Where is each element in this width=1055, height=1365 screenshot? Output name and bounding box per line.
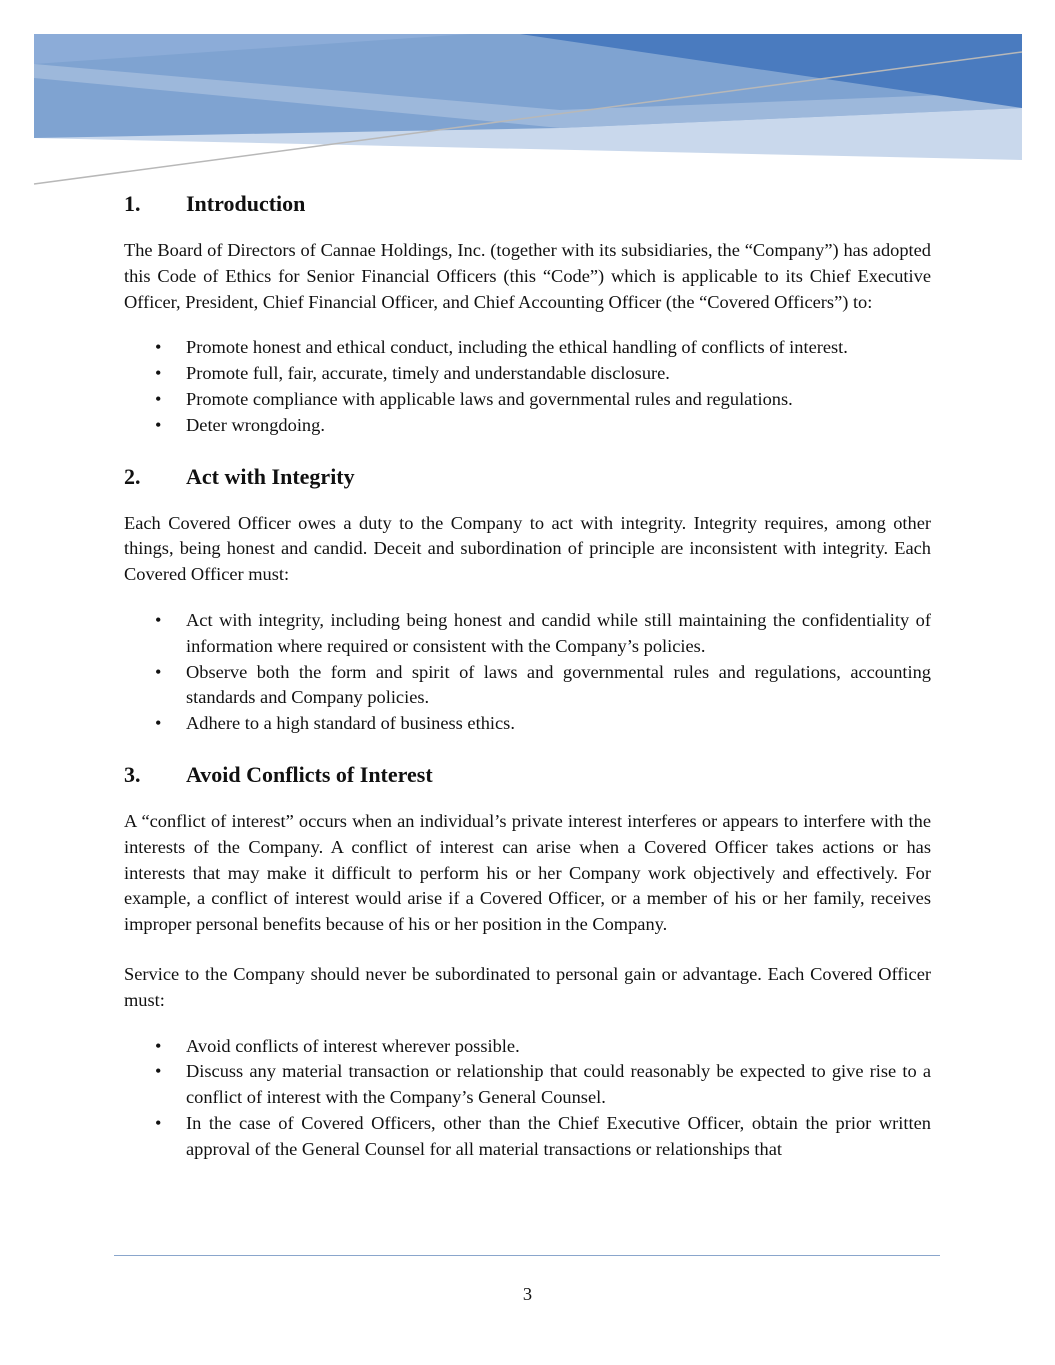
list-item: • Deter wrongdoing. [124,413,931,439]
section-number: 2. [124,463,141,489]
section-number: 3. [124,761,141,787]
integrity-paragraph: Each Covered Officer owes a duty to the Company to act with integrity. Integrity requires, among other things, being honest and candid. Deceit and subordination of principle are inconsistent with integrity. Each Covered Officer must: [124,512,931,585]
bullet-icon: • [155,414,162,435]
section-title: Introduction [186,191,306,216]
section-title: Avoid Conflicts of Interest [186,761,433,787]
list-item: • Act with integrity, including being honest and candid while still maintaining the confidentiality of information where required or consistent with the Company’s policies. [155,609,931,656]
conflict-definition-paragraph: A “conflict of interest” occurs when an individual’s private interest interferes or appears to interfere with the interests of the Company. A conflict of interest can arise when a Covered Officer takes actions or has interests that may make it difficult to perform his or her Company work objectively and effectively. For example, a conflict of interest would arise if a Covered Officer, or a member of his or her family, receives improper personal benefits because of his or her position in the Company. [124,810,931,935]
bullet-icon: • [155,609,162,630]
list-item: • Discuss any material transaction or relationship that could reasonably be expected to give rise to a conflict of interest with the Company’s General Counsel. [155,1061,931,1108]
bullet-icon: • [155,1112,162,1133]
list-item: • Avoid conflicts of interest wherever possible. [124,1034,931,1060]
bullet-icon: • [155,713,162,734]
integrity-bullet-list [124,608,931,737]
bullet-icon: • [155,337,162,358]
list-item: • Promote compliance with applicable laws and governmental rules and regulations. [124,387,931,413]
list-item: • Promote full, fair, accurate, timely and understandable disclosure. [124,361,931,387]
bullet-icon: • [155,1035,162,1056]
bullet-icon: • [155,1061,162,1082]
section-number: 1. [124,191,141,216]
bullet-icon: • [155,363,162,384]
list-item: • Observe both the form and spirit of laws and governmental rules and regulations, accounting standards and Company policies. [155,661,931,708]
conflicts-bullet-list [124,1034,931,1163]
bullet-icon: • [155,388,162,409]
introduction-paragraph: The Board of Directors of Cannae Holdings, Inc. (together with its subsidiaries, the “Company”) has adopted this Code of Ethics for Senior Financial Officers (this “Code”) which is applicable to its Chief Executive Officer, President, Chief Financial Officer, and Chief Accounting Officer (the “Covered Officers”) to: [124,240,931,312]
document-body [124,186,931,1163]
list-item: • In the case of Covered Officers, other than the Chief Executive Officer, obtain the prior written approval of the General Counsel for all material transactions or relationships that [155,1112,931,1159]
introduction-bullet-list [124,335,931,438]
page-number: 3 [522,1284,533,1304]
footer-divider [114,1255,940,1256]
bullet-icon: • [155,661,162,682]
section-heading-act-with-integrity [124,459,931,495]
service-paragraph: Service to the Company should never be subordinated to personal gain or advantage. Each Covered Officer must: [124,963,931,1010]
section-heading-introduction [124,186,931,222]
header-banner [0,0,1055,200]
section-title: Act with Integrity [186,463,355,489]
list-item: • Adhere to a high standard of business ethics. [124,711,931,737]
list-item: • Promote honest and ethical conduct, including the ethical handling of conflicts of interest. [124,335,931,361]
section-heading-avoid-conflicts [124,757,931,793]
